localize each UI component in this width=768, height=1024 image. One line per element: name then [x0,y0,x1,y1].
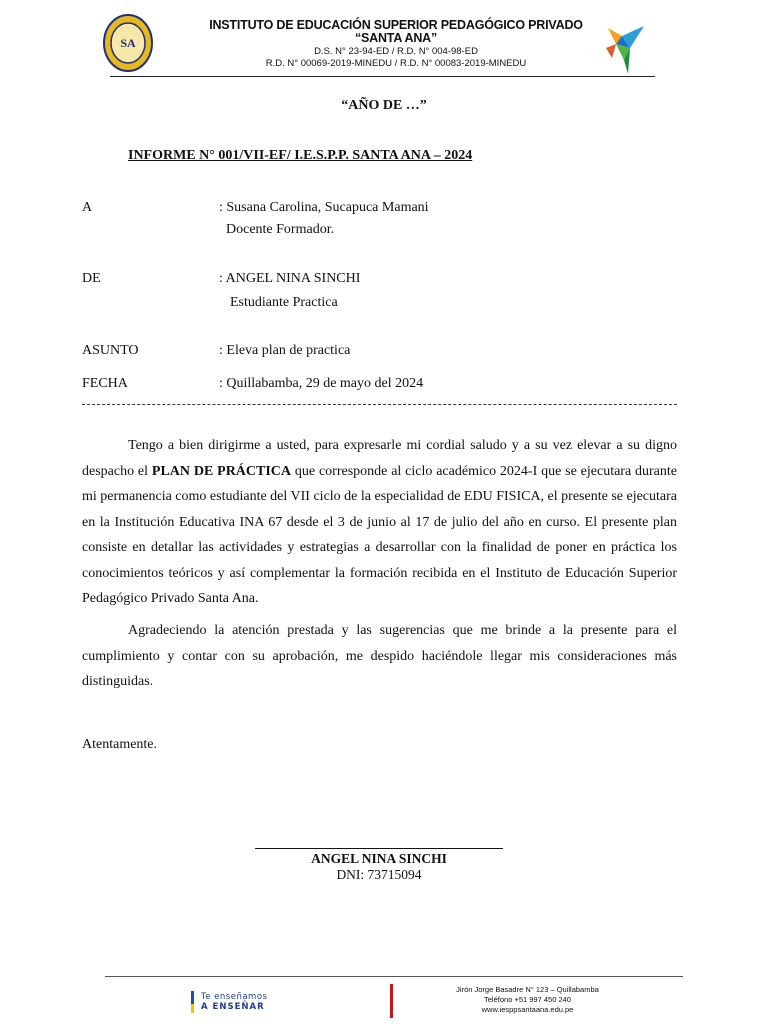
footer-website: www.iesppsantaana.edu.pe [481,1005,574,1014]
hummingbird-logo [600,14,646,78]
body-paragraph-1 [82,433,677,612]
institute-name: INSTITUTO DE EDUCACIÓN SUPERIOR PEDAGÓGICO PRIVADO [209,18,583,32]
date-label: FECHA [82,376,128,391]
paragraph-1-intro: Tengo a bien dirigirme a usted, para expresarle mi cordial saludo y a su vez elevar a su digno despacho el [82,438,677,479]
paragraph-2-text: Agradeciendo la atención prestada y las sugerencias que me brinde a la presente para el cumplimiento y contar con su aprobación, me despido haciéndole llegar mis consideraciones más distinguidas. [82,623,677,689]
to-role: Docente Formador. [226,222,335,237]
report-number-title: INFORME N° 001/VII-EF/ I.E.S.P.P. SANTA ANA – 2024 [128,148,473,163]
institute-seal-logo [103,14,153,72]
signer-dni: DNI: 73715094 [336,867,422,882]
from-name: : ANGEL NINA SINCHI [219,271,361,286]
to-label: A [82,200,93,215]
slogan-line-1: Te enseñamos [201,992,268,1002]
seal-initials: SA [120,36,136,50]
footer-address: Jirón Jorge Basadre N° 123 – Quillabamba [456,985,599,994]
signature-line [255,848,503,849]
slogan-accent-bar [191,991,194,1013]
to-name: : Susana Carolina, Sucapuca Mamani [219,200,429,215]
institute-name-quoted: “SANTA ANA” [354,31,438,45]
decree-line-2: R.D. N° 00069-2019-MINEDU / R.D. N° 00083-2019-MINEDU [265,58,527,69]
footer-phone: Teléfono +51 997 450 240 [484,995,571,1004]
dashed-separator [82,404,677,405]
from-label: DE [82,271,101,286]
paragraph-1-rest: que corresponde al ciclo académico 2024-I que se ejecutara durante mi permanencia como estudiante del VII ciclo de la especialidad de EDU FISICA, el presente se ejecutara en la Institución Educativa INA 67 desde el 3 de junio al 17 de julio del año en curso. El presente plan consiste en detallar las actividades y estrategias a desarrollar con la finalidad de poner en práctica los conocimientos teóricos y así complementar la formación recibida en el Instituto de Educación Superior Pedagógico Privado Santa Ana. [82,463,677,606]
decree-line-1: D.S. N° 23-94-ED / R.D. N° 004-98-ED [314,46,478,57]
closing-text: Atentamente. [82,737,158,752]
from-role: Estudiante Practica [230,295,338,310]
subject-value: : Eleva plan de practica [219,343,351,358]
body-paragraph-2 [82,618,677,695]
plan-de-practica-bold: PLAN DE PRÁCTICA [151,463,292,479]
footer-red-divider [390,984,393,1018]
header-rule [110,76,655,77]
slogan-line-2: A ENSEÑAR [201,1002,265,1012]
year-title: “AÑO DE …” [341,98,427,113]
signer-name: ANGEL NINA SINCHI [311,851,447,866]
subject-label: ASUNTO [82,343,139,358]
footer-rule [105,976,683,977]
date-value: : Quillabamba, 29 de mayo del 2024 [219,376,424,391]
